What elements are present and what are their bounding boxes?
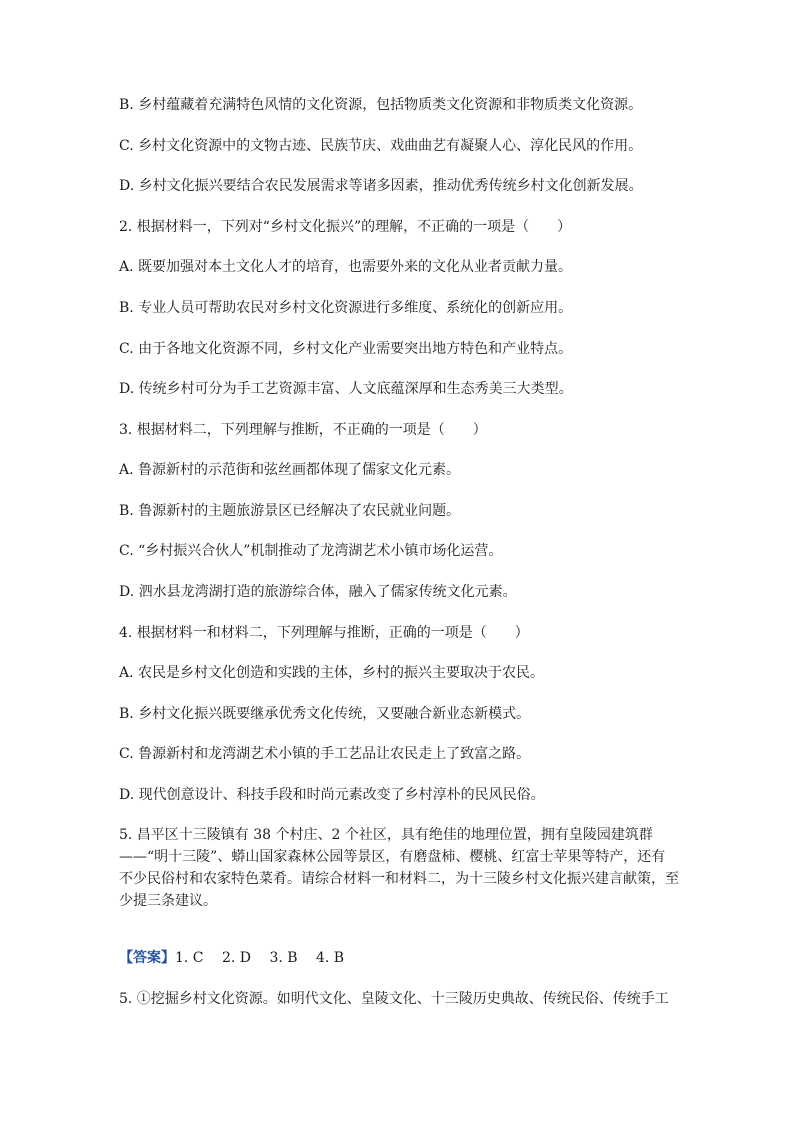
answer-5: 5. ①挖掘乡村文化资源。如明代文化、皇陵文化、十三陵历史典故、传统民俗、传统手工 [119, 991, 669, 1007]
option-4b: B. 乡村文化振兴既要继承优秀文化传统，又要融合新业态新模式。 [119, 706, 531, 722]
question-5: 5. 昌平区十三陵镇有 38 个村庄、2 个社区，具有绝佳的地理位置，拥有皇陵园建筑群——“明十三陵”、蟒山国家森林公园等景区，有磨盘柿、樱桃、红富士苹果等特产，还有不少民俗村和农家特色菜肴。请综合材料一和材料二，为十三陵乡村文化振兴建言献策，至少提三条建议。 [119, 827, 679, 909]
option-2a: A. 既要加强对本土文化人才的培育，也需要外来的文化从业者贡献力量。 [119, 259, 573, 275]
option-1d: D. 乡村文化振兴要结合农民发展需求等诸多因素，推动优秀传统乡村文化创新发展。 [119, 178, 643, 194]
option-2b: B. 专业人员可帮助农民对乡村文化资源进行多维度、系统化的创新应用。 [119, 300, 573, 316]
question-2: 2. 根据材料一，下列对“乡村文化振兴”的理解，不正确的一项是（ ） [119, 219, 572, 235]
answer-label: 【答案】 [119, 950, 175, 966]
option-4d: D. 现代创意设计、科技手段和时尚元素改变了乡村淳朴的民风民俗。 [119, 787, 545, 803]
option-2c: C. 由于各地文化资源不同，乡村文化产业需要突出地方特色和产业特点。 [119, 341, 573, 357]
question-4: 4. 根据材料一和材料二，下列理解与推断，正确的一项是（ ） [119, 625, 529, 641]
option-3c: C. “乡村振兴合伙人”机制推动了龙湾湖艺术小镇市场化运营。 [119, 543, 503, 559]
option-1b: B. 乡村蕴藏着充满特色风情的文化资源，包括物质类文化资源和非物质类文化资源。 [119, 97, 643, 113]
option-4c: C. 鲁源新村和龙湾湖艺术小镇的手工艺品让农民走上了致富之路。 [119, 746, 531, 762]
option-4a: A. 农民是乡村文化创造和实践的主体，乡村的振兴主要取决于农民。 [119, 665, 545, 681]
option-3d: D. 泗水县龙湾湖打造的旅游综合体，融入了儒家传统文化元素。 [119, 584, 517, 600]
option-3b: B. 鲁源新村的主题旅游景区已经解决了农民就业问题。 [119, 503, 461, 519]
option-2d: D. 传统乡村可分为手工艺资源丰富、人文底蕴深厚和生态秀美三大类型。 [119, 381, 573, 397]
option-1c: C. 乡村文化资源中的文物古迹、民族节庆、戏曲曲艺有凝聚人心、淳化民风的作用。 [119, 138, 643, 154]
question-3: 3. 根据材料二，下列理解与推断，不正确的一项是（ ） [119, 422, 487, 438]
option-3a: A. 鲁源新村的示范街和弦丝画都体现了儒家文化元素。 [119, 462, 461, 478]
answer-line [119, 948, 344, 968]
answer-text: 1. C 2. D 3. B 4. B [175, 950, 345, 966]
